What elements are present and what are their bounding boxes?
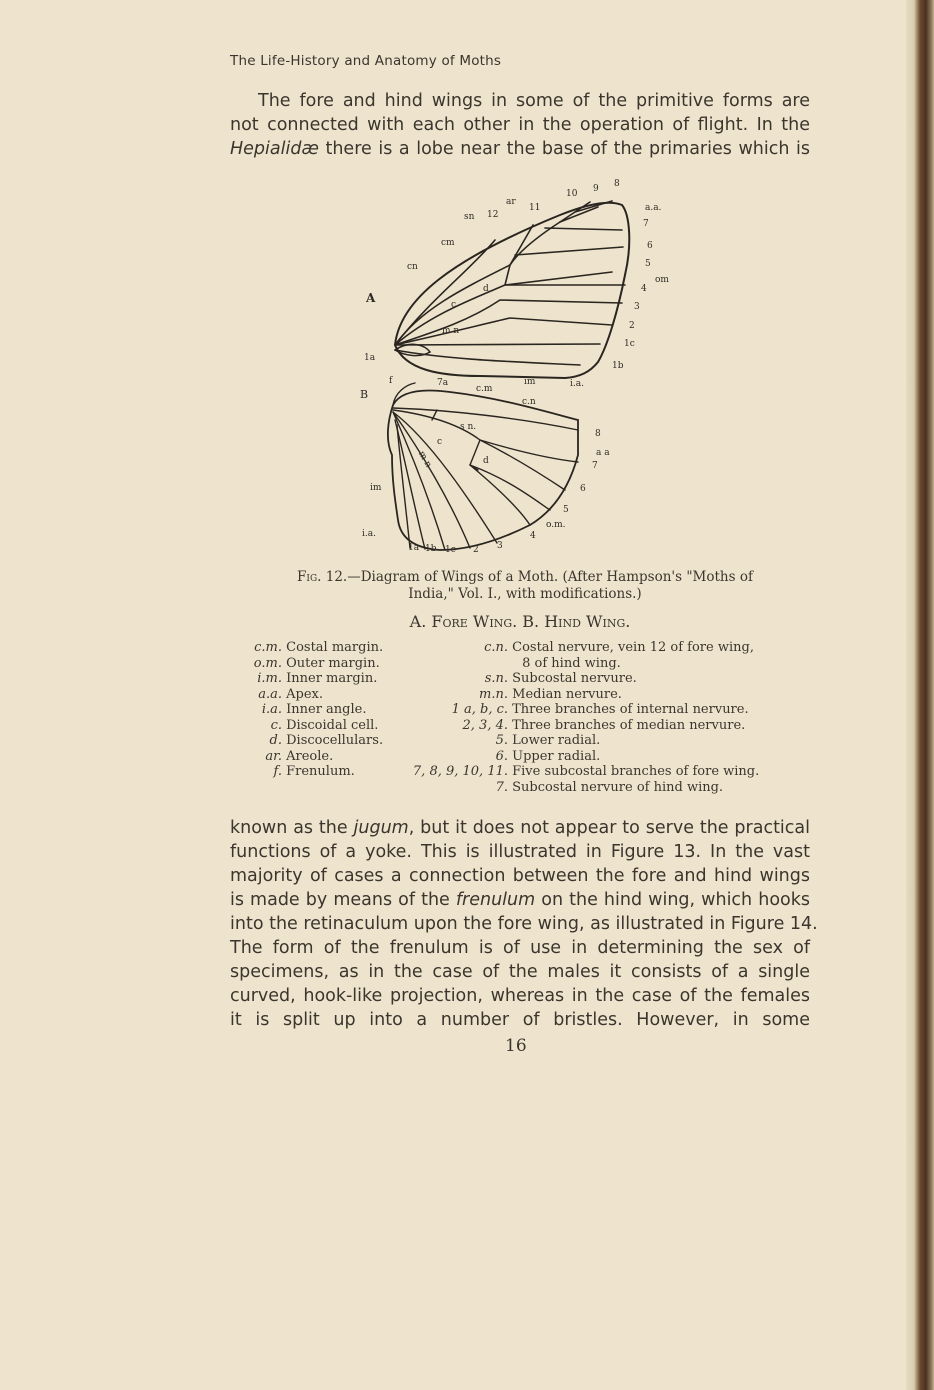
legend-value: Upper radial.	[508, 748, 601, 764]
legend-value: Outer margin.	[282, 655, 380, 671]
body-line	[230, 984, 810, 1008]
legend-value: Inner angle.	[282, 702, 367, 717]
legend-key: ar.	[265, 748, 282, 764]
legend-key: c.	[270, 717, 282, 733]
legend-value: Lower radial.	[508, 733, 601, 748]
label: 4	[641, 284, 647, 294]
legend-row	[240, 702, 383, 718]
body-text: on the hind wing, which hooks	[535, 890, 810, 910]
legend-value: Frenulum.	[282, 764, 355, 779]
wing-diagram	[0, 0, 934, 570]
label: 3	[634, 302, 640, 312]
label: 8	[614, 179, 620, 189]
body-line: not connected with each other in the operation of flight. In the	[230, 115, 810, 135]
legend-row	[240, 733, 383, 749]
label: m n	[442, 326, 460, 336]
label: 8	[595, 429, 601, 439]
label: a.a.	[645, 203, 662, 213]
running-head: The Life-History and Anatomy of Moths	[230, 53, 502, 69]
legend-row	[380, 687, 759, 703]
label: 1b	[425, 544, 437, 554]
label: 11	[529, 203, 541, 213]
label: 6	[647, 241, 653, 251]
legend-key: d.	[269, 733, 282, 748]
label: 7a	[437, 378, 449, 388]
body-text: , but it does not appear to serve the practical	[408, 818, 811, 838]
label: c	[437, 437, 443, 447]
legend-row	[380, 702, 759, 718]
label: 1b	[612, 361, 624, 371]
label: a a	[596, 448, 610, 458]
label: 1c	[624, 339, 635, 349]
legend-value: Median nervure.	[508, 686, 622, 702]
legend-row	[240, 764, 383, 780]
caption-text: —Diagram of Wings of a Moth. (After Hampson's "Moths of	[347, 569, 753, 585]
body-line	[230, 1008, 810, 1032]
legend-key: 1 a, b, c.	[451, 702, 508, 717]
legend-row	[380, 656, 759, 672]
legend-row	[380, 764, 759, 780]
label: 7	[643, 219, 649, 229]
label: cm	[441, 238, 455, 248]
legend-value: Inner margin.	[282, 671, 378, 686]
label: 9	[593, 184, 599, 194]
label: d	[483, 284, 489, 294]
label: 1a	[408, 543, 420, 553]
legend-row	[380, 749, 759, 765]
legend-key: 2, 3, 4.	[462, 717, 508, 733]
legend-row	[240, 640, 383, 656]
label: 12	[487, 210, 499, 220]
label: im	[524, 377, 536, 387]
label: 4	[530, 531, 536, 541]
legend-row	[240, 749, 383, 765]
label: im	[370, 483, 382, 493]
legend-key: 6.	[495, 748, 508, 764]
legend-key: s.n.	[484, 671, 508, 686]
label: 7	[592, 461, 598, 471]
figure-caption-line2: India," Vol. I., with modifications.)	[408, 586, 642, 602]
label: o.m.	[546, 520, 566, 530]
italic-term: Hepialidæ	[230, 139, 319, 159]
legend-value: Discocellulars.	[282, 733, 384, 748]
label: 10	[566, 189, 578, 199]
label: c.n	[522, 397, 536, 407]
label: ar	[506, 197, 516, 207]
legend-row	[380, 671, 759, 687]
legend-key: o.m.	[253, 655, 282, 671]
legend-key: 7.	[495, 779, 508, 795]
legend-value: Subcostal nervure.	[508, 671, 637, 686]
body-text: functions of a yoke. This is illustrated in Figure 13. In the vast	[230, 842, 810, 862]
body-text: into the retinaculum upon the fore wing, as illustrated in Figure 14.	[230, 914, 818, 934]
legend-value: 8 of hind wing.	[518, 655, 621, 671]
body-line	[230, 864, 810, 888]
label: 1c	[445, 545, 456, 555]
label: A	[366, 291, 376, 305]
legend-key: i.a.	[261, 702, 282, 717]
body-line	[230, 816, 810, 840]
legend-right	[380, 640, 759, 795]
label: 2	[629, 321, 635, 331]
italic-term: jugum	[353, 818, 409, 838]
legend-row	[240, 671, 383, 687]
label: s n.	[460, 422, 477, 432]
legend-row	[380, 780, 759, 796]
legend-left	[240, 640, 383, 780]
legend-key: i.m.	[257, 671, 282, 686]
body-text: known as the	[230, 818, 354, 838]
legend-key: f.	[273, 764, 282, 779]
legend-value: Areole.	[282, 748, 334, 764]
body-text: is made by means of the	[230, 890, 456, 910]
legend-value: Five subcostal branches of fore wing.	[508, 764, 760, 779]
page-number: 16	[505, 1036, 527, 1056]
legend-key: a.a.	[258, 686, 282, 702]
body-text: specimens, as in the case of the males it consists of a single	[230, 962, 810, 982]
label: m n	[416, 449, 434, 470]
body-text: curved, hook-like projection, whereas in the case of the females	[230, 986, 810, 1006]
label: i.a.	[362, 529, 376, 539]
body-line	[230, 960, 810, 984]
label: sn	[464, 212, 475, 222]
label: om	[655, 275, 669, 285]
body-line	[230, 888, 810, 912]
legend-value: Costal nervure, vein 12 of fore wing,	[508, 640, 754, 655]
label: 5	[645, 259, 651, 269]
body-text: majority of cases a connection between the fore and hind wings	[230, 866, 810, 886]
legend-row	[240, 656, 383, 672]
legend-key: m.n.	[479, 686, 508, 702]
legend-key: 5.	[495, 733, 508, 748]
legend-value: Costal margin.	[282, 640, 384, 655]
label: B	[360, 388, 369, 401]
label: 5	[563, 505, 569, 515]
legend-value: Discoidal cell.	[282, 717, 379, 733]
label: d	[483, 456, 489, 466]
legend-row	[380, 718, 759, 734]
italic-term: frenulum	[455, 890, 536, 910]
label: 1a	[364, 353, 376, 363]
legend-row	[240, 687, 383, 703]
body-text: it is split up into a number of bristles. However, in some	[230, 1010, 810, 1030]
legend-value: Three branches of median nervure.	[508, 717, 746, 733]
hind-wing-labels	[360, 376, 610, 555]
figure-caption	[230, 569, 820, 586]
body-line	[230, 912, 818, 936]
legend-value: Subcostal nervure of hind wing.	[508, 779, 724, 795]
body-text: there is a lobe near the base of the primaries which is	[325, 139, 810, 159]
body-line: The fore and hind wings in some of the primitive forms are	[258, 91, 810, 111]
legend-heading: A. Fore Wing. B. Hind Wing.	[409, 612, 631, 631]
label: 6	[580, 484, 586, 494]
label: c.m	[476, 384, 493, 394]
legend-key: c.n.	[484, 640, 508, 655]
label: i.a.	[570, 379, 584, 389]
label: f	[389, 376, 393, 386]
legend-key: 7, 8, 9, 10, 11.	[412, 764, 508, 779]
legend-key: c.m.	[254, 640, 282, 655]
label: 3	[497, 541, 503, 551]
body-line	[230, 936, 810, 960]
caption-prefix: Fig. 12.	[297, 569, 348, 585]
legend-value: Three branches of internal nervure.	[508, 702, 749, 717]
body-line	[230, 840, 810, 864]
legend-row	[240, 718, 383, 734]
body-text: The form of the frenulum is of use in determining the sex of	[230, 938, 810, 958]
legend-row	[380, 640, 759, 656]
legend-row	[380, 733, 759, 749]
label: 2	[473, 545, 479, 555]
legend-value: Apex.	[282, 686, 323, 702]
label: c	[451, 300, 457, 310]
label: cn	[407, 262, 418, 272]
